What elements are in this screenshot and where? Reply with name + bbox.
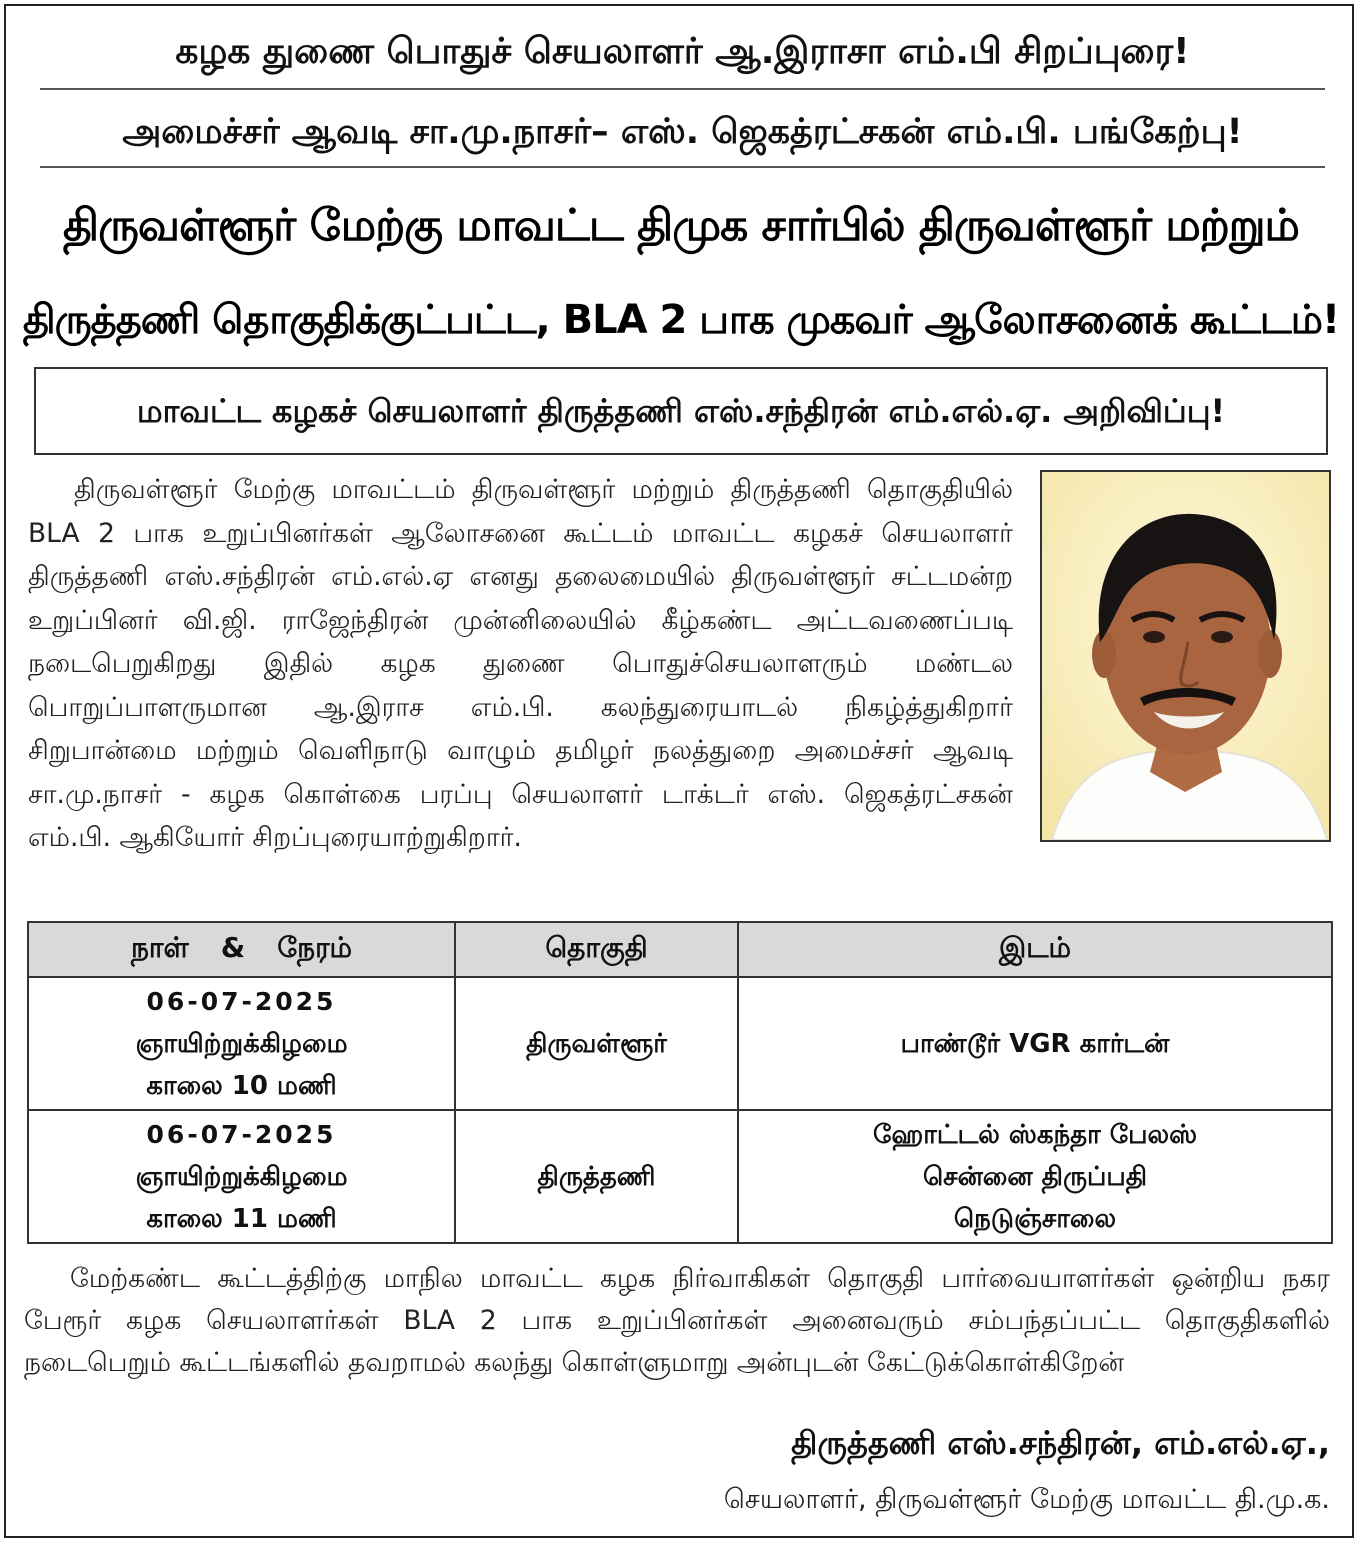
headline-line-2: திருத்தணி தொகுதிக்குட்பட்ட, BLA 2 பாக முகவர் ஆலோசனைக் கூட்டம்! (22, 297, 1340, 343)
header-line-participants: அமைச்சர் ஆவடி சா.மு.நாசர்– எஸ். ஜெகத்ரட்சகன் எம்.பி. பங்கேற்பு! (122, 112, 1243, 152)
header-line-speech: கழக துணை பொதுச் செயலாளர் ஆ.இராசா எம்.பி சிறப்புரை! (175, 31, 1190, 72)
header-constituency: தொகுதி (455, 922, 738, 977)
signature-designation: செயலாளர், திருவள்ளூர் மேற்கு மாவட்ட தி.மு.க. (723, 1484, 1330, 1515)
portrait-photo (1040, 470, 1331, 842)
header-date-time: நாள் & நேரம் (28, 922, 455, 977)
day: ஞாயிற்றுக்கிழமை (135, 1028, 348, 1059)
body-paragraph: திருவள்ளூர் மேற்கு மாவட்டம் திருவள்ளூர் மற்றும் திருத்தணி தொகுதியில் BLA 2 பாக உறுப்பினர்கள் ஆலோசனை கூட்டம் மாவட்ட கழகச் செயலாளர் திருத்தணி எஸ்.சந்திரன் எம்.எல்.ஏ எனது தலைமையில் திருவள்ளூர் சட்டமன்ற உறுப்பினர் வி.ஜி. ராஜேந்திரன் முன்னிலையில் கீழ்கண்ட அட்டவணைப்படி நடைபெறுகிறது இதில் கழக துணை பொதுச்செயலாளரும் மண்டல பொறுப்பாளருமான ஆ.இராச எம்.பி. கலந்துரையாடல் நிகழ்த்துகிறார் சிறுபான்மை மற்றும் வெளிநாடு வாழும் தமிழர் நலத்துறை அமைச்சர் ஆவடி சா.மு.நாசர் - கழக கொள்கை பரப்பு செயலாளர் டாக்டர் எஸ். ஜெகத்ரட்சகன் எம்.பி. ஆகியோர் சிறப்புரையாற்றுகிறார். (28, 474, 1013, 853)
venue-cell: ஹோட்டல் ஸ்கந்தா பேலஸ் சென்னை திருப்பதி நெடுஞ்சாலை (738, 1110, 1332, 1243)
constituency-cell: திருத்தணி (455, 1110, 738, 1243)
day: ஞாயிற்றுக்கிழமை (135, 1161, 348, 1192)
date: 06-07-2025 (146, 1119, 337, 1149)
headline-line-1: திருவள்ளூர் மேற்கு மாவட்ட திமுக சார்பில் திருவள்ளூர் மற்றும் (63, 200, 1299, 251)
header-venue: இடம் (738, 922, 1332, 977)
venue-cell: பாண்டூர் VGR கார்டன் (738, 977, 1332, 1110)
time: காலை 11 மணி (146, 1203, 337, 1234)
constituency-cell: திருவள்ளூர் (455, 977, 738, 1110)
divider (40, 88, 1325, 90)
announcement-text: மாவட்ட கழகச் செயலாளர் திருத்தணி எஸ்.சந்திரன் எம்.எல்.ஏ. அறிவிப்பு! (136, 392, 1226, 430)
table-row (28, 1110, 1332, 1243)
schedule-table (27, 921, 1333, 1244)
signature-name: திருத்தணி எஸ்.சந்திரன், எம்.எல்.ஏ., (791, 1424, 1330, 1462)
date-time-cell (28, 977, 455, 1110)
table-header-row (28, 922, 1332, 977)
announcement-box (34, 367, 1328, 455)
table-row (28, 977, 1332, 1110)
time: காலை 10 மணி (146, 1070, 337, 1101)
divider (40, 166, 1325, 168)
date: 06-07-2025 (146, 986, 337, 1016)
closing-paragraph: மேற்கண்ட கூட்டத்திற்கு மாநில மாவட்ட கழக நிர்வாகிகள் தொகுதி பார்வையாளர்கள் ஒன்றிய நகர பேரூர் கழக செயலாளர்கள் BLA 2 பாக உறுப்பினர்கள் அனைவரும் சம்பந்தப்பட்ட தொகுதிகளில் நடைபெறும் கூட்டங்களில் தவறாமல் கலந்து கொள்ளுமாறு அன்புடன் கேட்டுக்கொள்கிறேன் (24, 1263, 1330, 1378)
date-time-cell (28, 1110, 455, 1243)
